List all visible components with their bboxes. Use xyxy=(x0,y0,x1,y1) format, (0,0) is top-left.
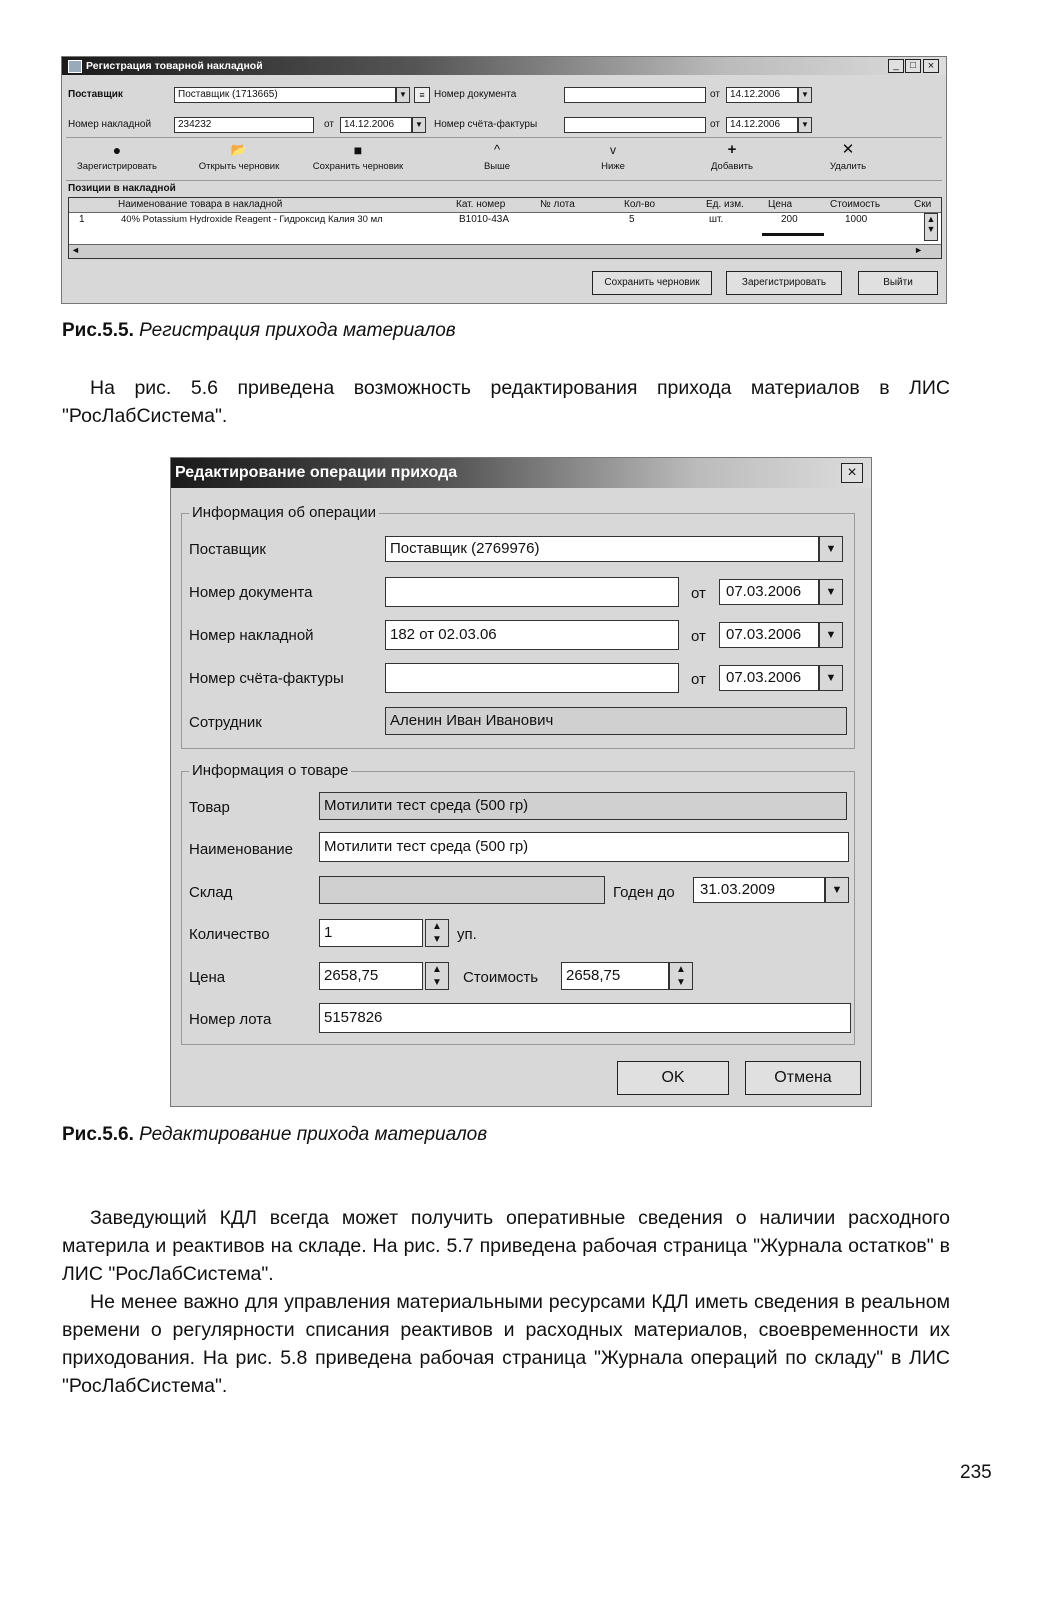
invoice-label: Номер накладной xyxy=(189,627,314,644)
docnum-input[interactable] xyxy=(385,577,679,607)
dialog-titlebar xyxy=(171,458,871,488)
facture-input[interactable] xyxy=(385,663,679,693)
positions-label: Позиции в накладной xyxy=(68,183,176,194)
toolbar-down-button[interactable] xyxy=(578,141,648,172)
row-unit: шт. xyxy=(709,214,724,225)
save-draft-icon: ■ xyxy=(353,142,363,158)
supplier-label: Поставщик xyxy=(189,541,266,558)
facture-from-label: от xyxy=(691,671,706,688)
dialog-close-button[interactable]: × xyxy=(841,463,863,483)
toolbar-down-label: Ниже xyxy=(601,161,625,172)
docnum-date-dropdown[interactable]: ▼ xyxy=(798,87,812,103)
exit-button[interactable]: Выйти xyxy=(858,271,938,295)
toolbar-register-button[interactable] xyxy=(72,141,162,172)
docnum-date-from-label: от xyxy=(710,89,720,100)
name-label: Наименование xyxy=(189,841,293,858)
supplier-dropdown-button[interactable]: ▼ xyxy=(396,87,410,103)
col-cost-header[interactable]: Стоимость xyxy=(830,199,881,210)
employee-field: Аленин Иван Иванович xyxy=(385,707,847,735)
paragraph-3: Не менее важно для управления материальными ресурсами КДЛ иметь сведения в реальном времени о регулярности списания реактивов и расходных материалов, своевременности их приходования. На рис. 5.8 приведена рабочая страница "Журнала операций по складу" в ЛИС "РосЛабСистема". xyxy=(62,1291,950,1397)
toolbar-up-button[interactable] xyxy=(462,141,532,172)
supplier-lookup-icon[interactable]: ≡ xyxy=(414,87,430,103)
invoice-date-input[interactable]: 14.12.2006 xyxy=(340,117,412,133)
toolbar-open-draft-button[interactable] xyxy=(194,141,284,172)
warehouse-label: Склад xyxy=(189,884,233,901)
cancel-button[interactable]: Отмена xyxy=(745,1061,861,1095)
paragraph-1: На рис. 5.6 приведена возможность редактирования прихода материалов в ЛИС "РосЛабСистема". xyxy=(62,377,950,427)
col-lot-header[interactable]: № лота xyxy=(540,199,575,210)
toolbar-save-draft-button[interactable] xyxy=(310,141,406,172)
caption-text: Регистрация прихода материалов xyxy=(139,320,456,341)
row-price: 200 xyxy=(781,214,798,225)
save-draft-button[interactable]: Сохранить черновик xyxy=(592,271,712,295)
facture-date-input[interactable]: 14.12.2006 xyxy=(726,117,798,133)
docnum-label: Номер документа xyxy=(434,89,517,100)
toolbar-delete-button[interactable] xyxy=(808,141,888,172)
toolbar-add-button[interactable] xyxy=(692,141,772,172)
maximize-button[interactable]: □ xyxy=(905,59,921,73)
caption-text: Редактирование прихода материалов xyxy=(139,1124,488,1145)
table-horizontal-scrollbar[interactable] xyxy=(69,244,941,258)
facture-date-dropdown[interactable]: ▼ xyxy=(798,117,812,133)
register-icon: ● xyxy=(112,142,122,158)
price-label: Цена xyxy=(189,969,226,986)
cost-stepper[interactable]: ▲ ▼ xyxy=(669,962,693,990)
price-stepper[interactable]: ▲ ▼ xyxy=(425,962,449,990)
product-field: Мотилити тест среда (500 гр) xyxy=(319,792,847,820)
expiry-date-dropdown[interactable]: ▼ xyxy=(825,877,849,903)
docnum-date-input[interactable]: 07.03.2006 xyxy=(719,579,819,605)
facture-date-input[interactable]: 07.03.2006 xyxy=(719,665,819,691)
scroll-left-icon[interactable]: ◄ xyxy=(71,245,80,255)
table-vertical-scroll[interactable]: ▲ ▼ xyxy=(924,213,938,241)
invoice-date-from-label: от xyxy=(324,119,334,130)
supplier-dropdown-button[interactable]: ▼ xyxy=(819,536,843,562)
register-button[interactable]: Зарегистрировать xyxy=(726,271,842,295)
price-edit-underline xyxy=(762,233,824,236)
edit-operation-dialog xyxy=(170,457,872,1107)
toolbar-open-draft-label: Открыть черновик xyxy=(198,161,280,172)
toolbar-delete-label: Удалить xyxy=(829,161,867,172)
qty-stepper[interactable]: ▲ ▼ xyxy=(425,919,449,947)
row-cat: B1010-43A xyxy=(459,214,510,225)
qty-input[interactable]: 1 xyxy=(319,919,423,947)
expiry-label: Годен до xyxy=(613,884,675,901)
row-cost: 1000 xyxy=(845,214,868,225)
page-number: 235 xyxy=(960,1462,992,1483)
invoice-date-input[interactable]: 07.03.2006 xyxy=(719,622,819,648)
scroll-right-icon[interactable]: ► xyxy=(914,245,923,255)
toolbar-save-draft-label: Сохранить черновик xyxy=(312,161,404,172)
product-info-title: Информация о товаре xyxy=(189,762,351,779)
cost-label: Стоимость xyxy=(463,969,539,986)
invoice-label: Номер накладной xyxy=(68,119,152,130)
col-discount-header[interactable]: Ски xyxy=(914,199,932,210)
table-row[interactable] xyxy=(69,213,941,227)
qty-unit: уп. xyxy=(457,926,477,943)
cost-input[interactable]: 2658,75 xyxy=(561,962,669,990)
employee-label: Сотрудник xyxy=(189,714,262,731)
paragraph-2: Заведующий КДЛ всегда может получить оперативные сведения о наличии расходного материла и реактивов на складе. На рис. 5.7 приведена рабочая страница "Журнала остатков" в ЛИС "РосЛабСистема". xyxy=(62,1207,950,1285)
docnum-from-label: от xyxy=(691,585,706,602)
row-qty: 5 xyxy=(629,214,635,225)
invoice-from-label: от xyxy=(691,628,706,645)
invoice-date-dropdown[interactable]: ▼ xyxy=(412,117,426,133)
invoice-date-dropdown[interactable]: ▼ xyxy=(819,622,843,648)
caption-number: Рис.5.6. xyxy=(62,1124,134,1145)
docnum-input[interactable] xyxy=(564,87,706,103)
expiry-date-input[interactable]: 31.03.2009 xyxy=(693,877,825,903)
delete-icon: ✕ xyxy=(841,141,855,158)
app-icon xyxy=(68,60,82,73)
down-icon: v xyxy=(610,143,616,157)
col-cat-header[interactable]: Кат. номер xyxy=(456,199,506,210)
warehouse-field xyxy=(319,876,605,904)
supplier-select[interactable]: Поставщик (1713665) xyxy=(174,87,396,103)
qty-label: Количество xyxy=(189,926,270,943)
up-icon: ^ xyxy=(493,142,501,157)
add-icon: + xyxy=(727,141,737,158)
toolbar-add-label: Добавить xyxy=(711,161,753,172)
invoice-input[interactable]: 182 от 02.03.06 xyxy=(385,620,679,650)
caption-number: Рис.5.5. xyxy=(62,320,134,341)
close-button[interactable]: × xyxy=(923,59,939,73)
invoice-input[interactable]: 234232 xyxy=(174,117,314,133)
price-input[interactable]: 2658,75 xyxy=(319,962,423,990)
toolbar-register-label: Зарегистрировать xyxy=(77,161,157,172)
name-input[interactable]: Мотилити тест среда (500 гр) xyxy=(319,832,849,862)
operation-info-title: Информация об операции xyxy=(189,504,379,521)
facture-date-dropdown[interactable]: ▼ xyxy=(819,665,843,691)
facture-label: Номер счёта-фактуры xyxy=(189,670,344,687)
invoice-registration-window xyxy=(61,56,947,304)
facture-label: Номер счёта-фактуры xyxy=(434,119,538,130)
minimize-button[interactable]: _ xyxy=(888,59,904,73)
product-label: Товар xyxy=(189,799,230,816)
facture-input[interactable] xyxy=(564,117,706,133)
facture-date-from-label: от xyxy=(710,119,720,130)
window-title: Регистрация товарной накладной xyxy=(86,60,263,72)
open-draft-icon: 📂 xyxy=(230,142,248,157)
lot-label: Номер лота xyxy=(189,1011,272,1028)
docnum-date-dropdown[interactable]: ▼ xyxy=(819,579,843,605)
window-titlebar xyxy=(62,57,946,75)
docnum-label: Номер документа xyxy=(189,584,313,601)
figure-caption-5-6 xyxy=(62,1124,487,1146)
col-price-header[interactable]: Цена xyxy=(768,199,793,210)
col-unit-header[interactable]: Ед. изм. xyxy=(706,199,744,210)
lot-input[interactable]: 5157826 xyxy=(319,1003,851,1033)
supplier-select[interactable]: Поставщик (2769976) xyxy=(385,536,819,562)
ok-button[interactable]: OK xyxy=(617,1061,729,1095)
col-qty-header[interactable]: Кол-во xyxy=(624,199,656,210)
dialog-title: Редактирование операции прихода xyxy=(175,464,458,481)
figure-caption-5-5 xyxy=(62,320,456,342)
row-number: 1 xyxy=(79,214,85,225)
toolbar-up-label: Выше xyxy=(483,161,511,172)
docnum-date-input[interactable]: 14.12.2006 xyxy=(726,87,798,103)
col-name-header[interactable]: Наименование товара в накладной xyxy=(118,199,283,210)
row-name: 40% Potassium Hydroxide Reagent - Гидроксид Калия 30 мл xyxy=(121,214,383,225)
supplier-label: Поставщик xyxy=(68,89,123,100)
